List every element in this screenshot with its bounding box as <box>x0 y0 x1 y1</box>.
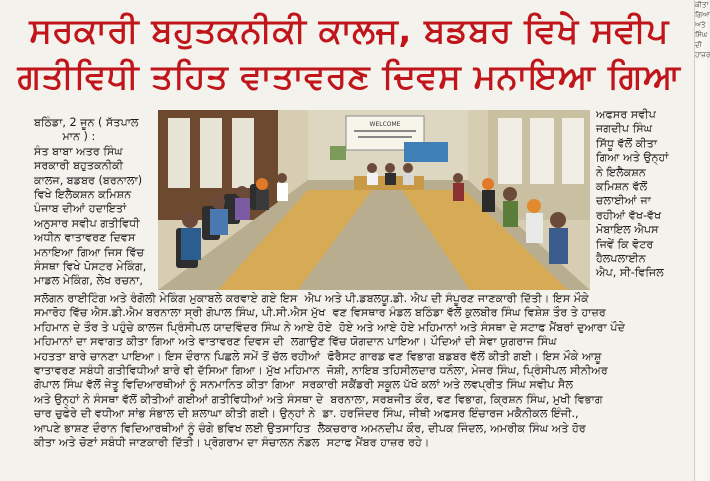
article-left-column: ਬਠਿੰਡਾ, 2 ਜੂਨ ( ਸੱਤਪਾਲ ਮਾਨ ) : ਸੰਤ ਬਾਬਾ ਅਤਰ ਸਿੰਘ ਸਰਕਾਰੀ ਬਹੁਤਕਨੀਕੀ ਕਾਲਜ, ਬਡਬਰ (ਬਰਨਾਲਾ) ਵਿਖੇ ਇਲੈਕਸ਼ਨ ਕਮਿਸ਼ਨ ਪੰਜਾਬ ਦੀਆਂ ਹਦਾਇਤਾਂ ਅਨੁਸਾਰ ਸਵੀਪ ਗਤੀਵਿਧੀ ਅਧੀਨ ਵਾਤਾਵਰਣ ਦਿਵਸ ਮਨਾਇਆ ਗਿਆ ਜਿਸ ਵਿੱਚ ਸੰਸਥਾ ਵਿਖੇ ਪੋਸਟਰ ਮੇਕਿੰਗ, ਮਾਡਲ ਮੇਕਿੰਗ, ਲੇਖ ਰਚਨਾ, <box>34 116 147 288</box>
meeting-hall-photo-icon <box>158 110 590 290</box>
article-photo <box>158 110 590 290</box>
article-bottom-text: ਸਲੋਗਨ ਰਾਈਟਿੰਗ ਅਤੇ ਰੰਗੋਲੀ ਮੇਕਿੰਗ ਮੁਕਾਬਲੇ ਕਰਵਾਏ ਗਏ ਇਸ ਐਪ ਅਤੇ ਪੀ.ਡਬਲਯੂ.ਡੀ. ਐਪ ਦੀ ਸੰਪੂਰਣ ਜਾਣਕਾਰੀ ਦਿੱਤੀ। ਇਸ ਮੌਕੇ ਸਮਾਰੋਹ ਵਿੱਚ ਐਸ.ਡੀ.ਐਮ ਬਰਨਾਲਾ ਸ੍ਰੀ ਗੋਪਾਲ ਸਿੰਘ, ਪੀ.ਸੀ.ਐਸ ਮੁੱਖ ਵਣ ਵਿਸਥਾਰ ਮੰਡਲ ਬਠਿੰਡਾ ਵੱਲੋਂ ਕੁਲਬੀਰ ਸਿੰਘ ਵਿਸ਼ੇਸ਼ ਤੌਰ ਤੇ ਹਾਜ਼ਰ ਮਹਿਮਾਨ ਦੇ ਤੌਰ ਤੇ ਪਹੁੰਚੇ ਕਾਲਜ ਪ੍ਰਿੰਸੀਪਲ ਯਾਦਵਿੰਦਰ ਸਿੰਘ ਨੇ ਆਏ ਹੋਏ ਹੋਏ ਅਤੇ ਆਏ ਹੋਏ ਮਹਿਮਾਨਾਂ ਅਤੇ ਸੰਸਥਾ ਦੇ ਸਟਾਫ ਮੈਂਬਰਾਂ ਦੁਆਰਾ ਪੌਦੇ ਮਹਿਮਾਨਾਂ ਦਾ ਸਵਾਗਤ ਕੀਤਾ ਗਿਆ ਅਤੇ ਵਾਤਾਵਰਣ ਦਿਵਸ ਦੀ ਲਗਾਉਣ ਵਿੱਚ ਯੋਗਦਾਨ ਪਾਇਆ। ਪੌਦਿਆਂ ਦੀ ਸੇਵਾ ਯੁਗਰਾਜ ਸਿੰਘ ਮਹਤਤਾ ਬਾਰੇ ਚਾਨਣਾ ਪਾਇਆ। ਇਸ ਦੌਰਾਨ ਪਿਛਲੇ ਸਮੇਂ ਤੋਂ ਚੱਲ ਰਹੀਆਂ ਫੋਰੈਸਟ ਗਾਰਡ ਵਣ ਵਿਭਾਗ ਬਡਬਰ ਵੱਲੋਂ ਕੀਤੀ ਗਈ। ਇਸ ਮੌਕੇ ਆਸ਼ੂ ਵਾਤਾਵਰਣ ਸਬੰਧੀ ਗਤੀਵਿਧੀਆਂ ਬਾਰੇ ਵੀ ਦੱਸਿਆ ਗਿਆ। ਮੁੱਖ ਮਹਿਮਾਨ ਜੋਸ਼ੀ, ਨਾਇਬ ਤਹਿਸੀਲਦਾਰ ਧਨੌਲਾ, ਮੇਜਰ ਸਿੰਘ, ਪ੍ਰਿੰਸੀਪਲ ਸੀਨੀਅਰ ਗੋਪਾਲ ਸਿੰਘ ਵੱਲੋਂ ਜੇਤੂ ਵਿਦਿਆਰਥੀਆਂ ਨੂੰ ਸਨਮਾਨਿਤ ਕੀਤਾ ਗਿਆ ਸਰਕਾਰੀ ਸਕੈਂਡਰੀ ਸਕੂਲ ਪੱਖੋ ਕਲਾਂ ਅਤੇ ਲਵਪ੍ਰੀਤ ਸਿੰਘ ਸਵੀਪ ਸੈਲ ਅਤੇ ਉਨ੍ਹਾਂ ਨੇ ਸੰਸਥਾ ਵੱਲੋਂ ਕੀਤੀਆਂ ਗਈਆਂ ਗਤੀਵਿਧੀਆਂ ਅਤੇ ਸੰਸਥਾ ਦੇ ਬਰਨਾਲਾ, ਸਰਬਜੀਤ ਕੌਰ, ਵਣ ਵਿਭਾਗ, ਕ੍ਰਿਸ਼ਨ ਸਿੰਘ, ਮੁਖੀ ਵਿਭਾਗ ਚਾਰ ਚੁਫੇਰੇ ਦੀ ਵਧੀਆ ਸਾਂਭ ਸੰਭਾਲ ਦੀ ਸ਼ਲਾਘਾ ਕੀਤੀ ਗਈ। ਉਨ੍ਹਾਂ ਨੇ ਡਾ. ਹਰਜਿੰਦਰ ਸਿੰਘ, ਜੀਥੀ ਅਫਸਰ ਇੰਚਾਰਜ ਮਕੈਨੀਕਲ ਇੰਜੀ., ਆਪਣੇ ਭਾਸ਼ਣ ਦੌਰਾਨ ਵਿਦਿਆਰਥੀਆਂ ਨੂੰ ਚੰਗੇ ਭਵਿਖ ਲਈ ਉਤਸਾਹਿਤ ਲੈਕਚਰਾਰ ਅਮਨਦੀਪ ਕੌਰ, ਦੀਪਕ ਜਿੰਦਲ, ਅਮਰੀਕ ਸਿੰਘ ਅਤੇ ਹੋਰ ਕੀਤਾ ਅਤੇ ਚੋਣਾਂ ਸਬੰਧੀ ਜਾਣਕਾਰੀ ਦਿੱਤੀ। ਪ੍ਰੋਗਰਾਮ ਦਾ ਸੰਚਾਲਨ ਨੋਡਲ ਸਟਾਫ ਮੈਂਬਰ ਹਾਜ਼ਰ ਰਹੇ। <box>34 292 625 450</box>
welcome-banner-text: WELCOME <box>369 121 401 128</box>
headline-line-2: ਗਤੀਵਿਧੀ ਤਹਿਤ ਵਾਤਾਵਰਣ ਦਿਵਸ ਮਨਾਇਆ ਗਿਆ <box>17 57 681 97</box>
article-right-column: ਅਫਸਰ ਸਵੀਪ ਜਗਦੀਪ ਸਿੰਘ ਸਿੱਧੂ ਵੱਲੋਂ ਕੀਤਾ ਗਿਆ ਅਤੇ ਉਨ੍ਹਾਂ ਨੇ ਇਲੈਕਸ਼ਨ ਕਮਿਸ਼ਨ ਵੱਲੋਂ ਚਲਾਈਆਂ ਜਾ ਰਹੀਆਂ ਵੱਖ-ਵੱਖ ਮੋਬਾਇਲ ਐਪਸ ਜਿਵੇਂ ਕਿ ਵੋਟਰ ਹੈਲਪਲਾਈਨ ਐਪ, ਸੀ-ਵਿਜਿਲ <box>596 108 669 280</box>
adjacent-article-strip: ਕੀਤਾ ਗਿਆ ਅਤੇ ਸਿੰਘ ਦੀ ਹਾਜ਼ਰ <box>694 0 707 481</box>
headline-line-1: ਸਰਕਾਰੀ ਬਹੁਤਕਨੀਕੀ ਕਾਲਜ, ਬਡਬਰ ਵਿਖੇ ਸਵੀਪ <box>29 11 669 51</box>
